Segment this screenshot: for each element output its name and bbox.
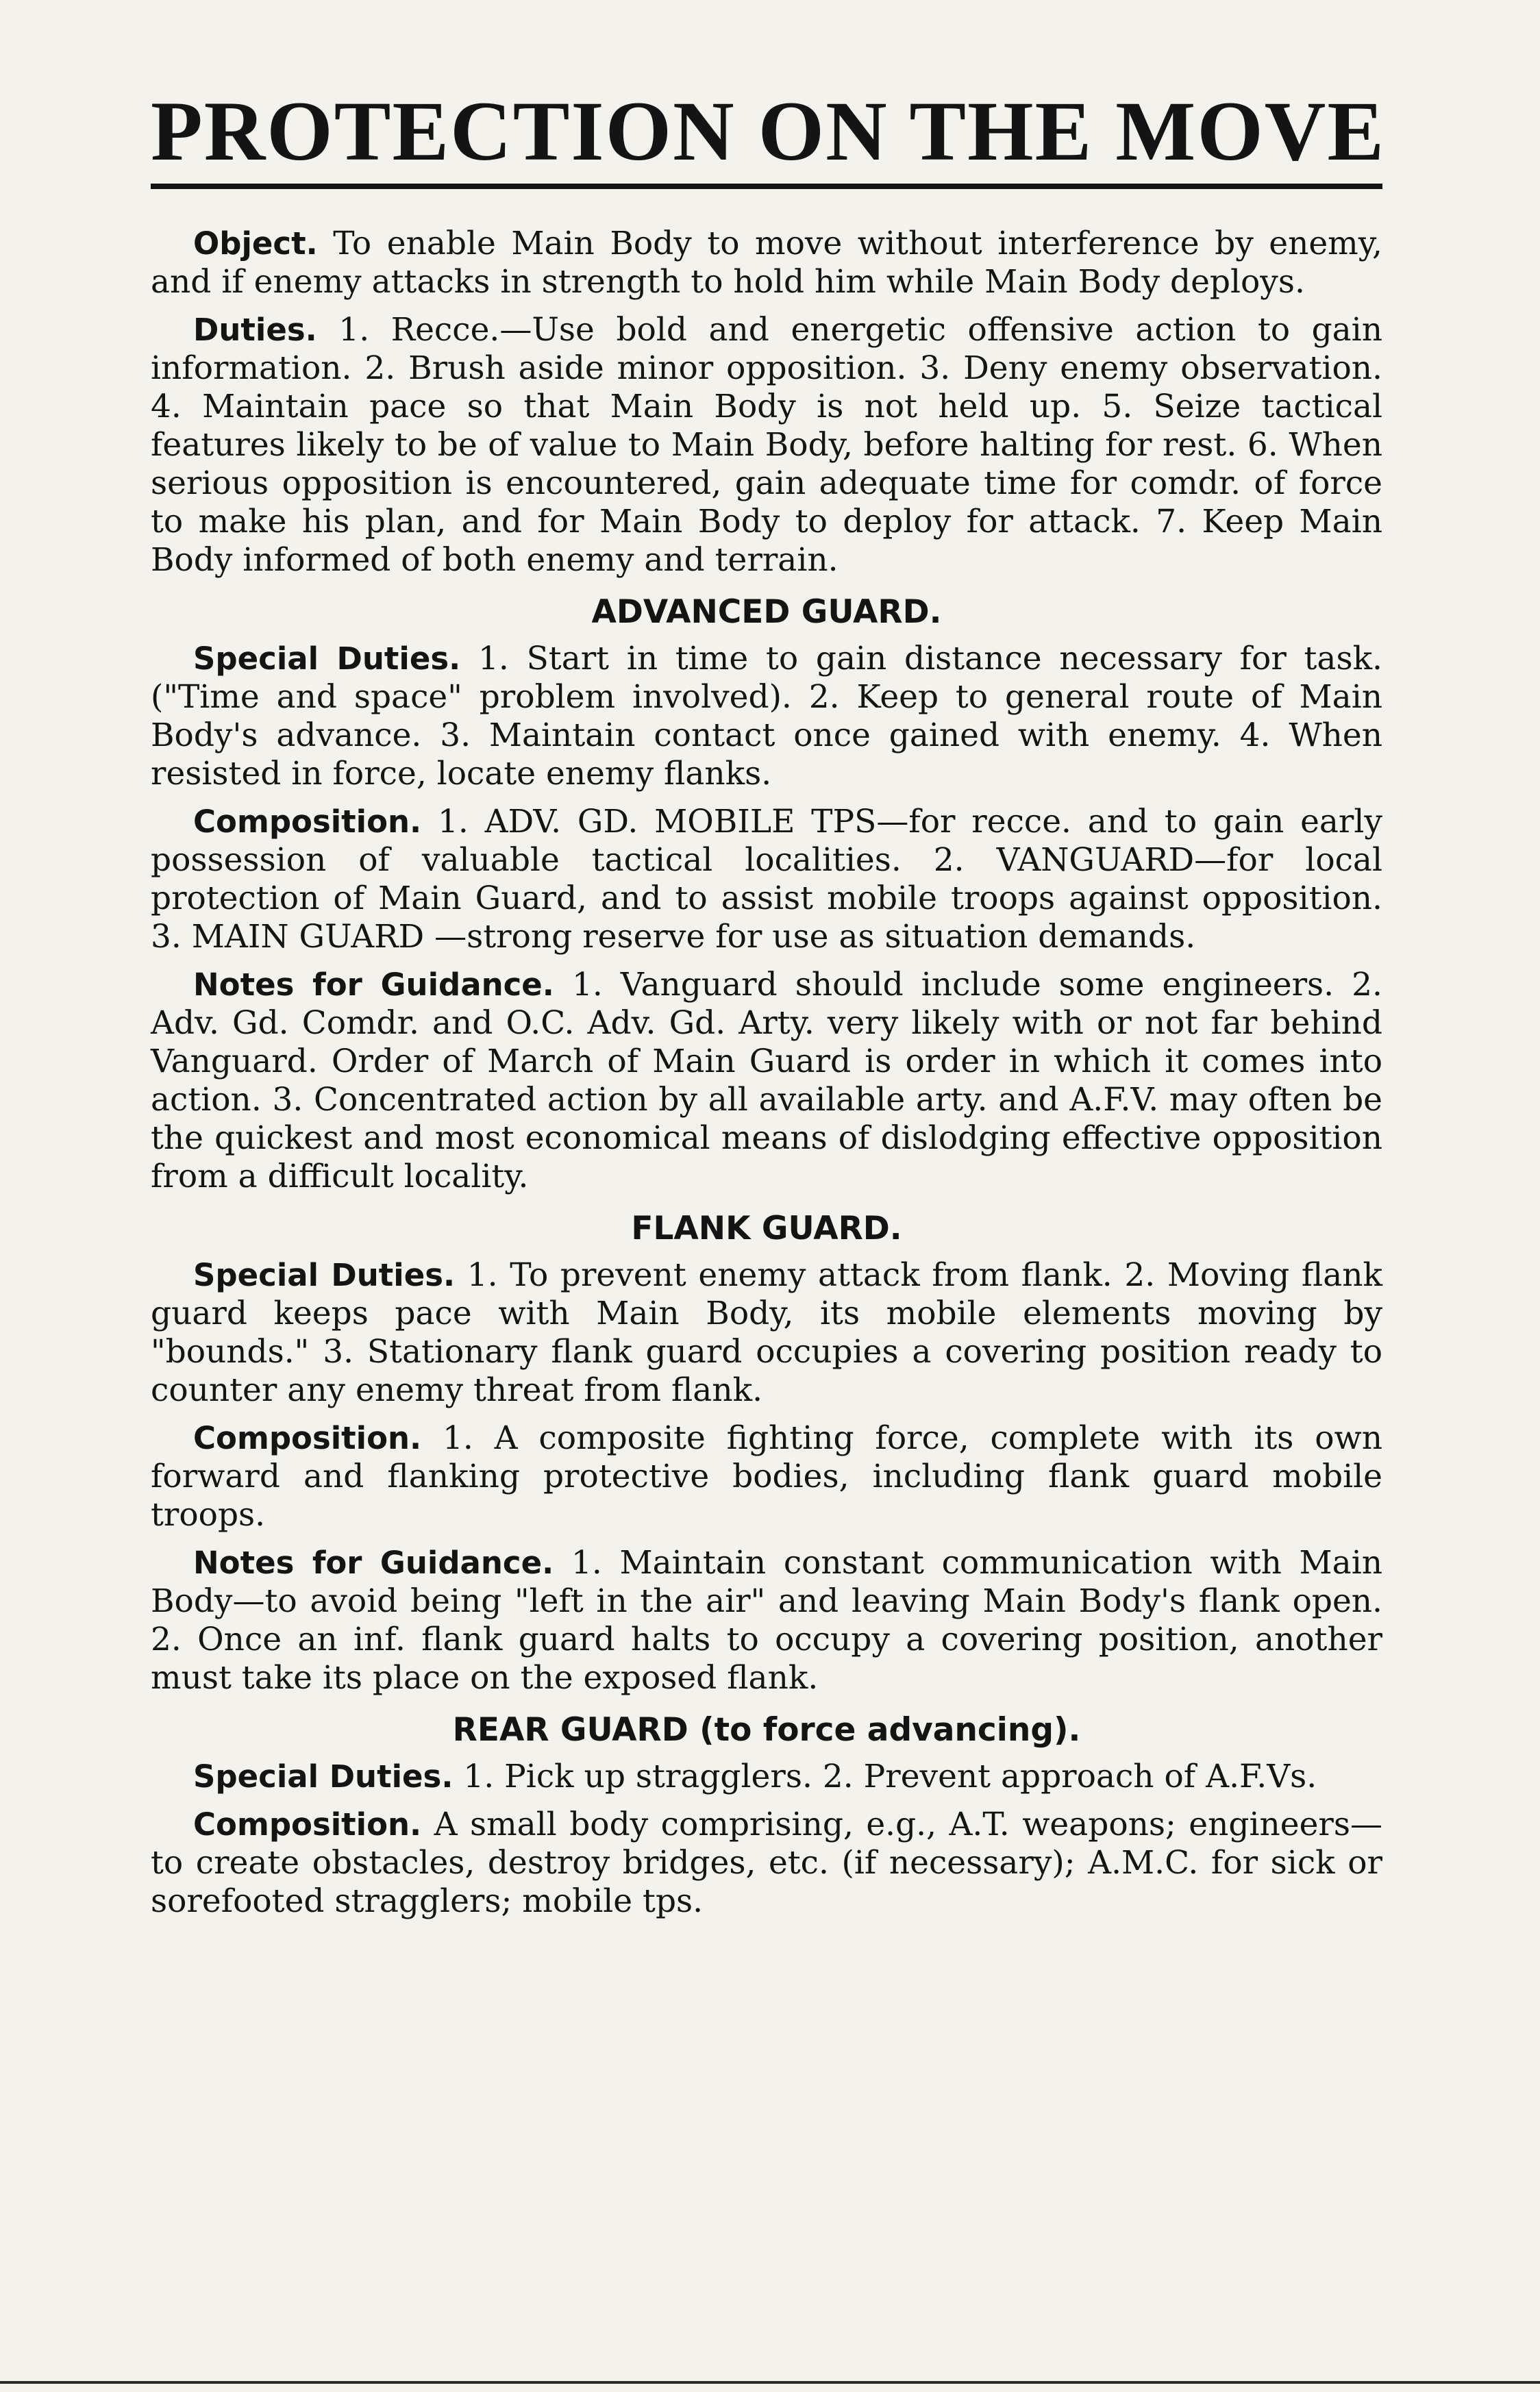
paragraph-lead: Duties.: [193, 312, 317, 348]
paragraph-lead: Composition.: [193, 1806, 422, 1843]
rear-guard-heading-text: REAR GUARD: [452, 1711, 688, 1749]
paragraph-lead: Object.: [193, 225, 318, 262]
flank-guard-composition: [151, 1419, 1382, 1534]
paragraph-text: 1. Recce.—Use bold and energetic offensive action to gain information. 2. Brush aside minor opposition. 3. Deny enemy observation. 4. Maintain pace so that Main Body is not held up. 5. Seize tactical features likely to be of value to Main Body, before halting for rest. 6. When serious opposition is encountered, gain adequate time for comdr. of force to make his plan, and for Main Body to deploy for attack. 7. Keep Main Body informed of both enemy and terrain.: [151, 311, 1382, 579]
duties-paragraph: [151, 311, 1382, 580]
paragraph-lead: Notes for Guidance.: [193, 1545, 554, 1581]
section-heading-advanced-guard: ADVANCED GUARD.: [591, 593, 942, 631]
paragraph-text: 1. Start in time to gain distance necessary for task. ("Time and space" problem involved). 2. Keep to general route of Main Body's advance. 3. Maintain contact once gained with enemy. 4. When resisted in force, locate enemy flanks.: [151, 640, 1382, 793]
paragraph-text: 1. ADV. GD. MOBILE TPS—for recce. and to gain early possession of valuable tactical localities. 2. VANGUARD—for local protection of Main Guard, and to assist mobile troops against opposition. 3. MAIN GUARD —strong reserve for use as situation demands.: [151, 803, 1382, 956]
paragraph-text: 1. A composite fighting force, complete with its own forward and flanking protective bodies, including flank guard mobile troops.: [151, 1419, 1382, 1534]
paragraph-text: 1. To prevent enemy attack from flank. 2. Moving flank guard keeps pace with Main Body, its mobile elements moving by "bounds." 3. Stationary flank guard occupies a covering position ready to counter any enemy threat from flank.: [151, 1256, 1382, 1409]
advanced-guard-special-duties: [151, 640, 1382, 793]
rear-guard-composition: [151, 1806, 1382, 1921]
paragraph-text: 1. Maintain constant communication with Main Body—to avoid being "left in the air" and leaving Main Body's flank open. 2. Once an inf. flank guard halts to occupy a covering position, another must take its place on the exposed flank.: [151, 1544, 1382, 1697]
paragraph-text: A small body comprising, e.g., A.T. weapons; engineers—to create obstacles, destroy bridges, etc. (if necessary); A.M.C. for sick or sorefooted stragglers; mobile tps.: [151, 1806, 1382, 1920]
page-bottom-rule: [0, 2381, 1540, 2384]
paragraph-lead: Special Duties.: [193, 1758, 454, 1795]
paragraph-lead: Special Duties.: [193, 1257, 456, 1293]
document-body: [151, 225, 1382, 1921]
paragraph-text: 1. Pick up stragglers. 2. Prevent approach of A.F.Vs.: [453, 1758, 1317, 1795]
page-title: PROTECTION ON THE MOVE: [151, 89, 1382, 189]
paragraph-text: To enable Main Body to move without interference by enemy, and if enemy attacks in strength to hold him while Main Body deploys.: [151, 225, 1382, 301]
paragraph-lead: Special Duties.: [193, 640, 461, 677]
advanced-guard-notes: [151, 966, 1382, 1196]
paragraph-text: 1. Vanguard should include some engineers. 2. Adv. Gd. Comdr. and O.C. Adv. Gd. Arty. very likely with or not far behind Vanguard. Order of March of Main Guard is order in which it comes into action. 3. Concentrated action by all available arty. and A.F.V. may often be the quickest and most economical means of dislodging effective opposition from a difficult locality.: [151, 966, 1382, 1195]
object-paragraph: [151, 225, 1382, 301]
section-heading-flank-guard: FLANK GUARD.: [631, 1210, 902, 1247]
paragraph-lead: Notes for Guidance.: [193, 967, 554, 1003]
advanced-guard-composition: [151, 803, 1382, 956]
flank-guard-notes: [151, 1544, 1382, 1697]
rear-guard-special-duties: [151, 1758, 1382, 1796]
flank-guard-special-duties: [151, 1256, 1382, 1410]
section-heading-rear-guard: [151, 1711, 1382, 1749]
rear-guard-heading-aside: (to force advancing).: [699, 1711, 1081, 1749]
paragraph-lead: Composition.: [193, 1420, 422, 1456]
paragraph-lead: Composition.: [193, 803, 422, 840]
